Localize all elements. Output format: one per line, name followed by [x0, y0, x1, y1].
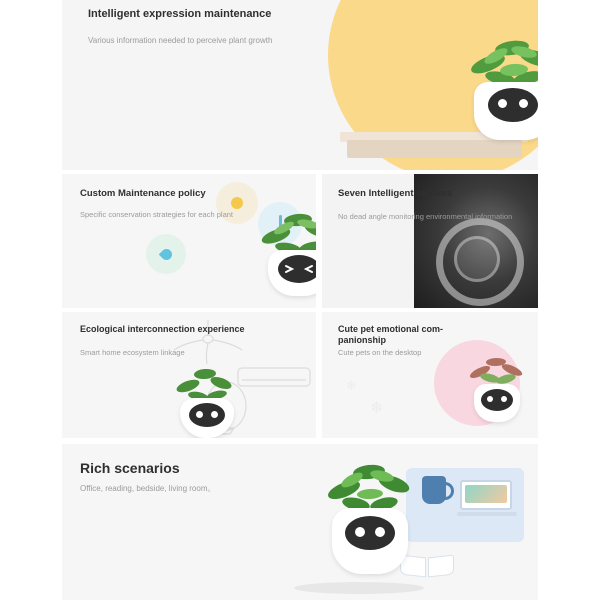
pot-face-plate [278, 255, 316, 283]
panel-subtitle-intelligent-expression: Various information needed to perceive plant growth [88, 36, 273, 45]
panel-title-intelligent-expression: Intelligent expression maintenance [88, 8, 272, 20]
panel-title-custom-maintenance: Custom Maintenance policy [80, 188, 206, 199]
smart-pot-rich [332, 508, 408, 574]
panel-cute-pet [322, 312, 538, 438]
pot-eye-left [355, 527, 365, 537]
pot-eye-left [487, 396, 493, 402]
pot-face-plate [481, 389, 513, 411]
panel-subtitle-rich-scenarios: Office, reading, bedside, living room。 [80, 484, 216, 493]
panel-subtitle-ecological-interconnection: Smart home ecosystem linkage [80, 348, 185, 357]
pot-face-plate [345, 516, 395, 550]
pot-eye-right [211, 411, 218, 418]
smart-pot-pet [474, 384, 520, 422]
plant-leaves-pet [468, 354, 524, 388]
pot-shadow [294, 582, 424, 594]
paw-print-icon: ❄ [370, 400, 384, 417]
panel-intelligent-expression [62, 0, 538, 170]
smart-pot-custom [268, 250, 316, 296]
smart-pot-hero [474, 82, 538, 140]
panel-custom-maintenance [62, 174, 316, 308]
pot-face-plate [189, 403, 225, 427]
panel-ecological-interconnection [62, 312, 316, 438]
pot-eye-left [498, 99, 507, 108]
pot-eye-right [501, 396, 507, 402]
panel-rich-scenarios [62, 444, 538, 600]
panel-title-cute-pet: Cute pet emotional com-panionship [338, 324, 444, 346]
panel-title-ecological-interconnection: Ecological interconnection experience [80, 324, 245, 334]
pot-eye-right [375, 527, 385, 537]
panel-title-rich-scenarios: Rich scenarios [80, 460, 180, 476]
panel-subtitle-custom-maintenance: Specific conservation strategies for each plant [80, 210, 233, 219]
panel-title-seven-sensors: Seven Intelligent sensors [338, 188, 453, 199]
water-drop-icon [146, 234, 186, 274]
panel-seven-sensors [322, 174, 538, 308]
panel-subtitle-cute-pet: Cute pets on the desktop [338, 348, 422, 357]
mug-icon [422, 476, 446, 504]
pot-eye-right [519, 99, 528, 108]
panel-subtitle-seven-sensors: No dead angle monitoring environmental information [338, 212, 513, 221]
laptop-icon [460, 480, 516, 514]
open-book-icon [400, 556, 454, 578]
right-margin [538, 0, 600, 600]
shelf-decoration [347, 140, 522, 158]
left-margin [0, 0, 62, 600]
paw-print-icon: ❄ [346, 378, 357, 393]
pot-eye-left [196, 411, 203, 418]
pot-face-plate [488, 88, 538, 122]
